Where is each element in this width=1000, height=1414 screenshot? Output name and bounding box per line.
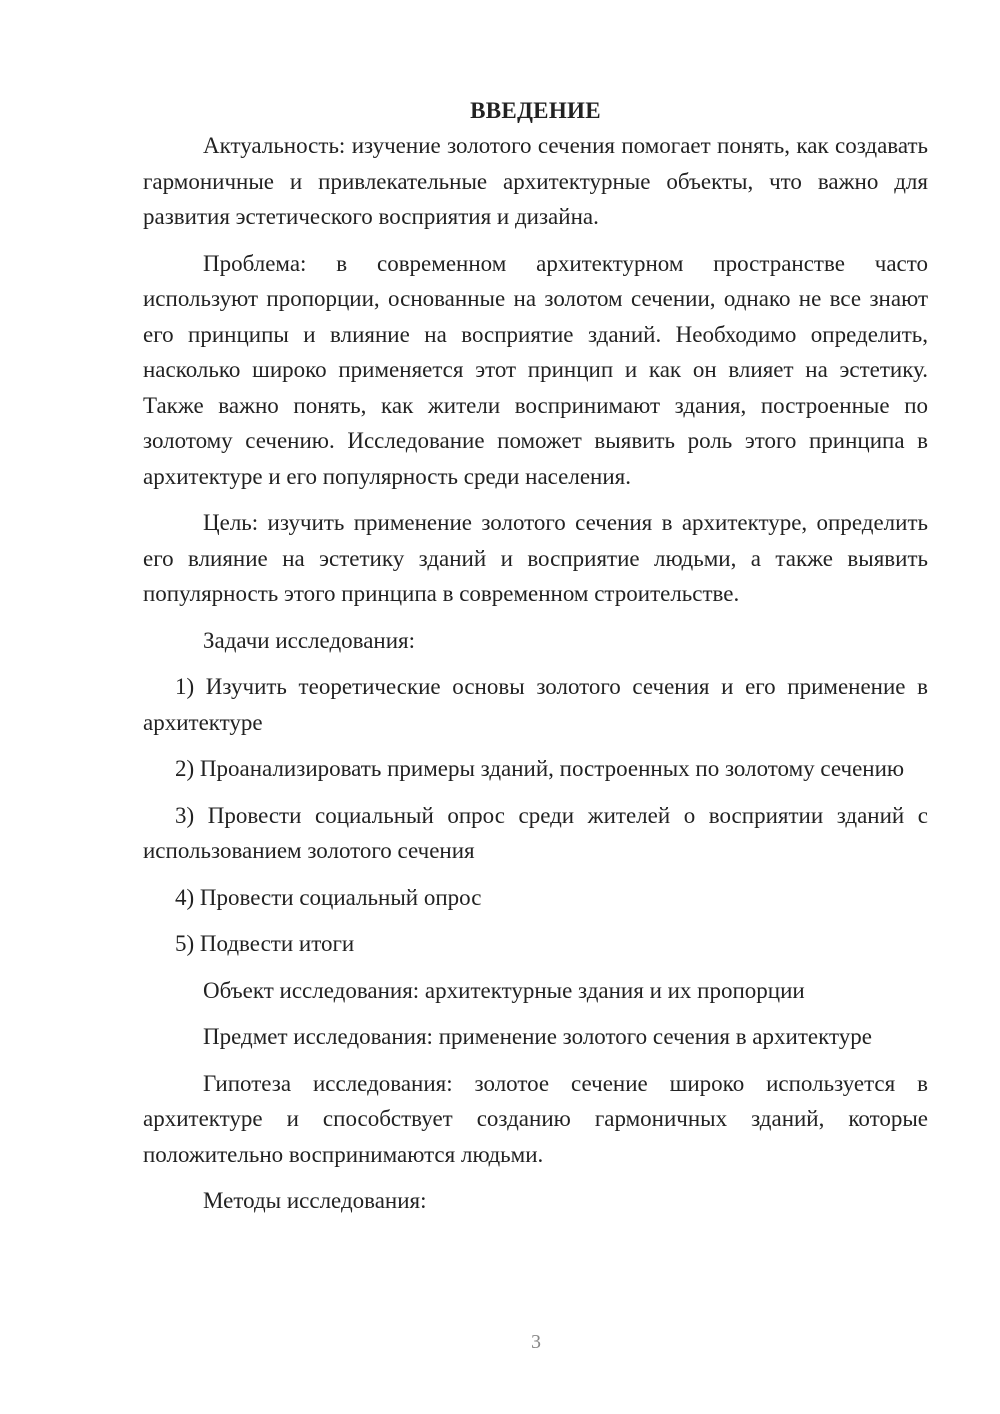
hypothesis-paragraph: Гипотеза исследования: золотое сечение широко используется в архитектуре и способствует созданию гармоничных зданий, которые положительно воспринимаются людьми.: [143, 1070, 928, 1167]
task-item-3: 3) Провести социальный опрос среди жителей о восприятии зданий с использованием золотого сечения: [143, 802, 928, 863]
task-item-1: 1) Изучить теоретические основы золотого сечения и его применение в архитектуре: [143, 674, 928, 735]
methods-heading: Методы исследования:: [203, 1188, 427, 1213]
task-item-2: 2) Проанализировать примеры зданий, построенных по золотому сечению: [175, 756, 905, 781]
goal-paragraph: Цель: изучить применение золотого сечения в архитектуре, определить его влияние на эстетику зданий и восприятие людьми, а также выявить популярность этого принципа в современном строительстве.: [143, 510, 928, 606]
document-page: [143, 88, 928, 1230]
subject-paragraph: Предмет исследования: применение золотого сечения в архитектуре: [203, 1024, 872, 1049]
task-item-5: 5) Подвести итоги: [175, 931, 355, 956]
section-title: ВВЕДЕНИЕ: [470, 98, 601, 123]
task-item-4: 4) Провести социальный опрос: [175, 884, 482, 910]
problem-paragraph: Проблема: в современном архитектурном пространстве часто используют пропорции, основанные на золотом сечении, однако не все знают его принципы и влияние на восприятие зданий. Необходимо определить, насколько широко применяется этот принцип и как он влияет на эстетику. Также важно понять, как жители воспринимают здания, построенные по золотому сечению. Исследование поможет выявить роль этого принципа в архитектуре и его популярность среди населения.: [143, 250, 928, 489]
relevance-paragraph: Актуальность: изучение золотого сечения помогает понять, как создавать гармоничные и привлекательные архитектурные объекты, что важно для развития эстетического восприятия и дизайна.: [143, 133, 928, 229]
tasks-heading: Задачи исследования:: [203, 627, 416, 653]
object-paragraph: Объект исследования: архитектурные здания и их пропорции: [203, 977, 805, 1003]
page-number: 3: [531, 1331, 541, 1353]
